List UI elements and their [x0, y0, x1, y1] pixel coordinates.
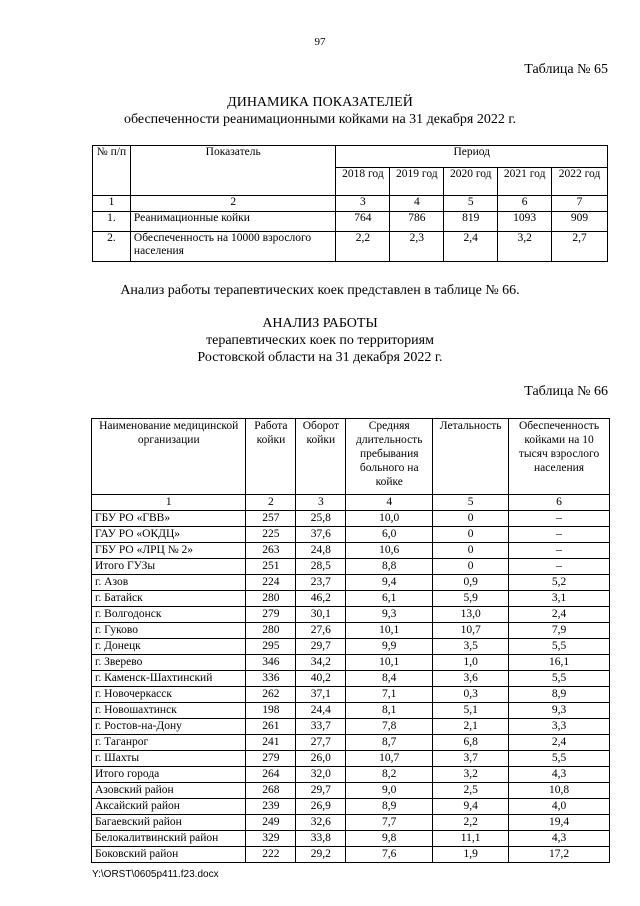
table-row: [92, 751, 610, 767]
org-name-cell: Итого города: [92, 767, 246, 783]
index-cell: 7: [552, 196, 608, 212]
bed-turnover-cell: 24,8: [296, 543, 346, 559]
mortality-cell: 0: [433, 527, 509, 543]
org-name-cell: г. Каменск-Шахтинский: [92, 671, 246, 687]
bed-work-cell: 268: [246, 783, 296, 799]
table-65: [92, 145, 608, 262]
provision-cell: 5,2: [509, 575, 610, 591]
bed-work-cell: 264: [246, 767, 296, 783]
bed-turnover-cell: 27,6: [296, 623, 346, 639]
mortality-cell: 5,9: [433, 591, 509, 607]
avg-stay-cell: 7,1: [346, 687, 433, 703]
provision-cell: –: [509, 543, 610, 559]
table-row: [92, 783, 610, 799]
avg-stay-cell: 9,9: [346, 639, 433, 655]
avg-stay-cell: 7,7: [346, 815, 433, 831]
avg-stay-cell: 8,2: [346, 767, 433, 783]
avg-stay-cell: 6,0: [346, 527, 433, 543]
avg-stay-cell: 8,8: [346, 559, 433, 575]
table-row: [93, 232, 608, 262]
table-row: [92, 511, 610, 527]
provision-cell: –: [509, 511, 610, 527]
bed-turnover-cell: 32,6: [296, 815, 346, 831]
org-name-cell: г. Новочеркасск: [92, 687, 246, 703]
org-name-cell: г. Ростов-на-Дону: [92, 719, 246, 735]
avg-stay-cell: 9,3: [346, 607, 433, 623]
row-value: 2,4: [444, 232, 498, 262]
col-header-year: 2019 год: [390, 168, 444, 196]
row-name: Реанимационные койки: [130, 212, 336, 232]
analysis-note: Анализ работы терапевтических коек представлен в таблице № 66.: [120, 283, 520, 298]
col-header-period: Период: [336, 146, 608, 168]
bed-turnover-cell: 33,7: [296, 719, 346, 735]
bed-work-cell: 263: [246, 543, 296, 559]
mortality-cell: 1,0: [433, 655, 509, 671]
provision-cell: 5,5: [509, 751, 610, 767]
bed-turnover-cell: 27,7: [296, 735, 346, 751]
bed-turnover-cell: 37,6: [296, 527, 346, 543]
avg-stay-cell: 8,7: [346, 735, 433, 751]
avg-stay-cell: 10,7: [346, 751, 433, 767]
provision-cell: 5,5: [509, 671, 610, 687]
org-name-cell: ГБУ РО «ЛРЦ № 2»: [92, 543, 246, 559]
mortality-cell: 11,1: [433, 831, 509, 847]
mortality-cell: 6,8: [433, 735, 509, 751]
org-name-cell: г. Шахты: [92, 751, 246, 767]
index-cell: 5: [433, 495, 509, 511]
mortality-cell: 3,5: [433, 639, 509, 655]
bed-turnover-cell: 40,2: [296, 671, 346, 687]
provision-cell: 10,8: [509, 783, 610, 799]
index-cell: 1: [93, 196, 131, 212]
bed-turnover-cell: 25,8: [296, 511, 346, 527]
footer-file-path: Y:\ORST\0605p411.f23.docx: [92, 869, 219, 880]
mortality-cell: 13,0: [433, 607, 509, 623]
avg-stay-cell: 10,1: [346, 623, 433, 639]
table-66-label: Таблица № 66: [524, 384, 608, 399]
row-value: 819: [444, 212, 498, 232]
table-row: [92, 575, 610, 591]
col-header-year: 2018 год: [336, 168, 390, 196]
provision-cell: 4,3: [509, 767, 610, 783]
provision-cell: 2,4: [509, 607, 610, 623]
row-value: 2,2: [336, 232, 390, 262]
mortality-cell: 0,9: [433, 575, 509, 591]
bed-work-cell: 280: [246, 591, 296, 607]
avg-stay-cell: 8,9: [346, 799, 433, 815]
org-name-cell: ГБУ РО «ГВВ»: [92, 511, 246, 527]
bed-turnover-cell: 34,2: [296, 655, 346, 671]
org-name-cell: ГАУ РО «ОКДЦ»: [92, 527, 246, 543]
mortality-cell: 0: [433, 511, 509, 527]
provision-cell: –: [509, 559, 610, 575]
avg-stay-cell: 10,6: [346, 543, 433, 559]
bed-work-cell: 241: [246, 735, 296, 751]
col-header-year: 2021 год: [498, 168, 552, 196]
bed-turnover-cell: 29,7: [296, 783, 346, 799]
bed-work-cell: 261: [246, 719, 296, 735]
provision-cell: 4,0: [509, 799, 610, 815]
org-name-cell: г. Гуково: [92, 623, 246, 639]
table-row: [92, 831, 610, 847]
provision-cell: 16,1: [509, 655, 610, 671]
mortality-cell: 2,5: [433, 783, 509, 799]
bed-work-cell: 280: [246, 623, 296, 639]
avg-stay-cell: 8,1: [346, 703, 433, 719]
col-header-provision: Обеспеченность койками на 10 тысяч взрослого населения: [509, 419, 610, 495]
org-name-cell: г. Волгодонск: [92, 607, 246, 623]
org-name-cell: Боковский район: [92, 847, 246, 863]
table-66-title-line3: Ростовской области на 31 декабря 2022 г.: [197, 350, 443, 365]
col-header-bed-work: Работа койки: [246, 419, 296, 495]
table-row: [92, 735, 610, 751]
provision-cell: –: [509, 527, 610, 543]
table-66-title-line2: терапевтических коек по территориям: [206, 333, 434, 348]
avg-stay-cell: 9,4: [346, 575, 433, 591]
row-num: 1.: [93, 212, 131, 232]
col-header-bed-turnover: Оборот койки: [296, 419, 346, 495]
bed-turnover-cell: 28,5: [296, 559, 346, 575]
bed-turnover-cell: 29,7: [296, 639, 346, 655]
provision-cell: 5,5: [509, 639, 610, 655]
table-row: [92, 671, 610, 687]
avg-stay-cell: 7,6: [346, 847, 433, 863]
mortality-cell: 3,7: [433, 751, 509, 767]
table-65-title-line1: ДИНАМИКА ПОКАЗАТЕЛЕЙ: [227, 95, 413, 110]
col-header-mortality: Летальность: [433, 419, 509, 495]
table-65-label: Таблица № 65: [524, 62, 608, 77]
table-row: [92, 703, 610, 719]
index-cell: 4: [390, 196, 444, 212]
bed-turnover-cell: 26,9: [296, 799, 346, 815]
row-value: 1093: [498, 212, 552, 232]
header-row: [92, 419, 610, 495]
table-row: [92, 799, 610, 815]
mortality-cell: 5,1: [433, 703, 509, 719]
index-row: [92, 495, 610, 511]
bed-turnover-cell: 32,0: [296, 767, 346, 783]
col-header-year: 2022 год: [552, 168, 608, 196]
bed-turnover-cell: 33,8: [296, 831, 346, 847]
table-row: [92, 639, 610, 655]
provision-cell: 8,9: [509, 687, 610, 703]
mortality-cell: 0,3: [433, 687, 509, 703]
table-66-title: [0, 315, 640, 366]
table-row: [92, 719, 610, 735]
bed-work-cell: 239: [246, 799, 296, 815]
table-row: [92, 767, 610, 783]
index-cell: 4: [346, 495, 433, 511]
mortality-cell: 2,2: [433, 815, 509, 831]
org-name-cell: г. Новошахтинск: [92, 703, 246, 719]
mortality-cell: 1,9: [433, 847, 509, 863]
org-name-cell: г. Азов: [92, 575, 246, 591]
table-row: [92, 623, 610, 639]
mortality-cell: 9,4: [433, 799, 509, 815]
page-number: 97: [314, 36, 326, 48]
provision-cell: 2,4: [509, 735, 610, 751]
mortality-cell: 3,2: [433, 767, 509, 783]
index-cell: 2: [130, 196, 336, 212]
mortality-cell: 2,1: [433, 719, 509, 735]
bed-work-cell: 198: [246, 703, 296, 719]
bed-work-cell: 279: [246, 751, 296, 767]
col-header-num: № п/п: [93, 146, 131, 196]
org-name-cell: Белокалитвинский район: [92, 831, 246, 847]
row-value: 3,2: [498, 232, 552, 262]
org-name-cell: Аксайский район: [92, 799, 246, 815]
table-66: [91, 418, 610, 863]
col-header-avg-stay: Средняя длительность пребывания больного на койке: [346, 419, 433, 495]
mortality-cell: 3,6: [433, 671, 509, 687]
org-name-cell: г. Зверево: [92, 655, 246, 671]
org-name-cell: г. Таганрог: [92, 735, 246, 751]
row-value: 909: [552, 212, 608, 232]
row-name: Обеспеченность на 10000 взрослого населения: [130, 232, 336, 262]
bed-work-cell: 251: [246, 559, 296, 575]
bed-turnover-cell: 30,1: [296, 607, 346, 623]
bed-work-cell: 257: [246, 511, 296, 527]
provision-cell: 19,4: [509, 815, 610, 831]
table-row: [92, 527, 610, 543]
bed-work-cell: 329: [246, 831, 296, 847]
bed-turnover-cell: 46,2: [296, 591, 346, 607]
mortality-cell: 0: [433, 543, 509, 559]
avg-stay-cell: 6,1: [346, 591, 433, 607]
avg-stay-cell: 7,8: [346, 719, 433, 735]
org-name-cell: Итого ГУЗы: [92, 559, 246, 575]
table-row: [92, 815, 610, 831]
org-name-cell: Багаевский район: [92, 815, 246, 831]
avg-stay-cell: 9,8: [346, 831, 433, 847]
table-row: [92, 607, 610, 623]
provision-cell: 7,9: [509, 623, 610, 639]
avg-stay-cell: 10,1: [346, 655, 433, 671]
table-66-title-line1: АНАЛИЗ РАБОТЫ: [262, 316, 378, 331]
bed-work-cell: 225: [246, 527, 296, 543]
col-header-year: 2020 год: [444, 168, 498, 196]
index-cell: 2: [246, 495, 296, 511]
table-65-title-line2: обеспеченности реанимационными койками на 31 декабря 2022 г.: [123, 112, 517, 127]
table-row: [92, 543, 610, 559]
bed-work-cell: 346: [246, 655, 296, 671]
index-cell: 1: [92, 495, 246, 511]
index-cell: 6: [509, 495, 610, 511]
bed-work-cell: 336: [246, 671, 296, 687]
table-row: [93, 212, 608, 232]
bed-work-cell: 249: [246, 815, 296, 831]
index-cell: 3: [296, 495, 346, 511]
bed-turnover-cell: 37,1: [296, 687, 346, 703]
bed-work-cell: 262: [246, 687, 296, 703]
row-value: 786: [390, 212, 444, 232]
table-65-title: [0, 94, 640, 128]
avg-stay-cell: 8,4: [346, 671, 433, 687]
mortality-cell: 10,7: [433, 623, 509, 639]
avg-stay-cell: 9,0: [346, 783, 433, 799]
row-value: 764: [336, 212, 390, 232]
index-cell: 5: [444, 196, 498, 212]
table-row: [92, 847, 610, 863]
provision-cell: 4,3: [509, 831, 610, 847]
org-name-cell: г. Батайск: [92, 591, 246, 607]
provision-cell: 3,3: [509, 719, 610, 735]
bed-turnover-cell: 26,0: [296, 751, 346, 767]
index-cell: 6: [498, 196, 552, 212]
provision-cell: 3,1: [509, 591, 610, 607]
row-value: 2,3: [390, 232, 444, 262]
org-name-cell: Азовский район: [92, 783, 246, 799]
row-value: 2,7: [552, 232, 608, 262]
bed-turnover-cell: 29,2: [296, 847, 346, 863]
provision-cell: 17,2: [509, 847, 610, 863]
row-num: 2.: [93, 232, 131, 262]
table-row: [92, 687, 610, 703]
table-row: [92, 591, 610, 607]
bed-work-cell: 224: [246, 575, 296, 591]
avg-stay-cell: 10,0: [346, 511, 433, 527]
org-name-cell: г. Донецк: [92, 639, 246, 655]
provision-cell: 9,3: [509, 703, 610, 719]
table-row: [92, 559, 610, 575]
bed-work-cell: 222: [246, 847, 296, 863]
index-cell: 3: [336, 196, 390, 212]
bed-turnover-cell: 23,7: [296, 575, 346, 591]
bed-turnover-cell: 24,4: [296, 703, 346, 719]
index-row: [93, 196, 608, 212]
table-row: [92, 655, 610, 671]
mortality-cell: 0: [433, 559, 509, 575]
col-header-indicator: Показатель: [130, 146, 336, 196]
bed-work-cell: 279: [246, 607, 296, 623]
bed-work-cell: 295: [246, 639, 296, 655]
col-header-organization: Наименование медицинской организации: [92, 419, 246, 495]
